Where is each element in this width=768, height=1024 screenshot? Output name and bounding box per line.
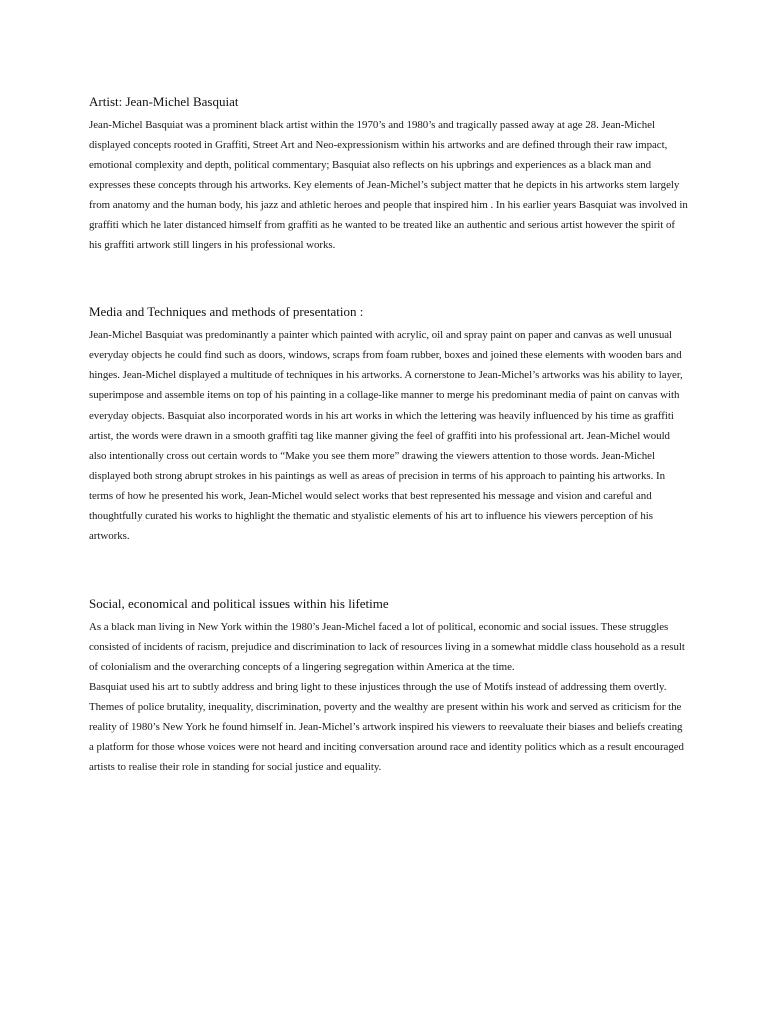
paragraph-social-issues-1: As a black man living in New York within the 1980’s Jean-Michel faced a lot of political, economic and social issues. These struggles consisted of incidents of racism, prejudice and discrimination to lack of resources living in a somewhat middle class household as a result of colonialism and the overarching concepts of a lingering segregation within America at the time. [89, 620, 685, 673]
document-body [89, 92, 689, 777]
section-social-issues [89, 594, 689, 777]
section-spacer [89, 546, 689, 594]
section-artist [89, 92, 689, 255]
paragraph-social-issues-2: Basquiat used his art to subtly address and bring light to these injustices through the use of Motifs instead of addressing them overtly. Themes of police brutality, inequality, discrimination, poverty and the wealthy are present within his work and served as criticism for the reality of 1980’s New York he found himself in. Jean-Michel’s artwork inspired his viewers to reevaluate their biases and beliefs creating a platform for those whose voices were not heard and inciting conversation around race and identity politics which as a result encouraged artists to realise their role in standing for social justice and equality. [89, 680, 684, 774]
section-media-techniques [89, 302, 689, 546]
section-heading-artist: Artist: Jean-Michel Basquiat [89, 94, 239, 109]
section-spacer [89, 255, 689, 302]
paragraph-artist-bio: Jean-Michel Basquiat was a prominent black artist within the 1970’s and 1980’s and tragically passed away at age 28. Jean-Michel displayed concepts rooted in Graffiti, Street Art and Neo-expressionism within his artworks and are defined through their raw impact, emotional complexity and depth, political commentary; Basquiat also reflects on his upbrings and experiences as a black man and expresses these concepts through his artworks. Key elements of Jean-Michel’s subject matter that he depicts in his artworks stem largely from anatomy and the human body, his jazz and athletic heroes and people that inspired him . In his earlier years Basquiat was involved in graffiti which he later distanced himself from graffiti as he wanted to be treated like an authentic and serious artist however the spirit of his graffiti artwork still lingers in his professional works. [89, 119, 688, 252]
paragraph-media-techniques: Jean-Michel Basquiat was predominantly a painter which painted with acrylic, oil and spray paint on paper and canvas as well unusual everyday objects he could find such as doors, windows, scraps from foam rubber, boxes and joined these elements with wooden bars and hinges. Jean-Michel displayed a multitude of techniques in his artworks. A cornerstone to Jean-Michel’s artworks was his ability to layer, superimpose and assemble items on top of his painting in a collage-like manner to merge his predominant media of paint on canvas with everyday objects. Basquiat also incorporated words in his art works in which the lettering was heavily influenced by his time as graffiti artist, the words were drawn in a smooth graffiti tag like manner giving the feel of graffiti into his professional art. Jean-Michel would also intentionally cross out certain words to “Make you see them more” drawing the viewers attention to those words. Jean-Michel displayed both strong abrupt strokes in his paintings as well as areas of precision in terms of his approach to painting his artworks. In terms of how he presented his work, Jean-Michel would select works that best represented his message and vision and careful and thoughtfully curated his works to highlight the thematic and styalistic elements of his art to influence his viewers perception of his artworks. [89, 329, 683, 542]
section-heading-social: Social, economical and political issues within his lifetime [89, 595, 389, 611]
section-heading-media: Media and Techniques and methods of presentation : [89, 304, 364, 320]
